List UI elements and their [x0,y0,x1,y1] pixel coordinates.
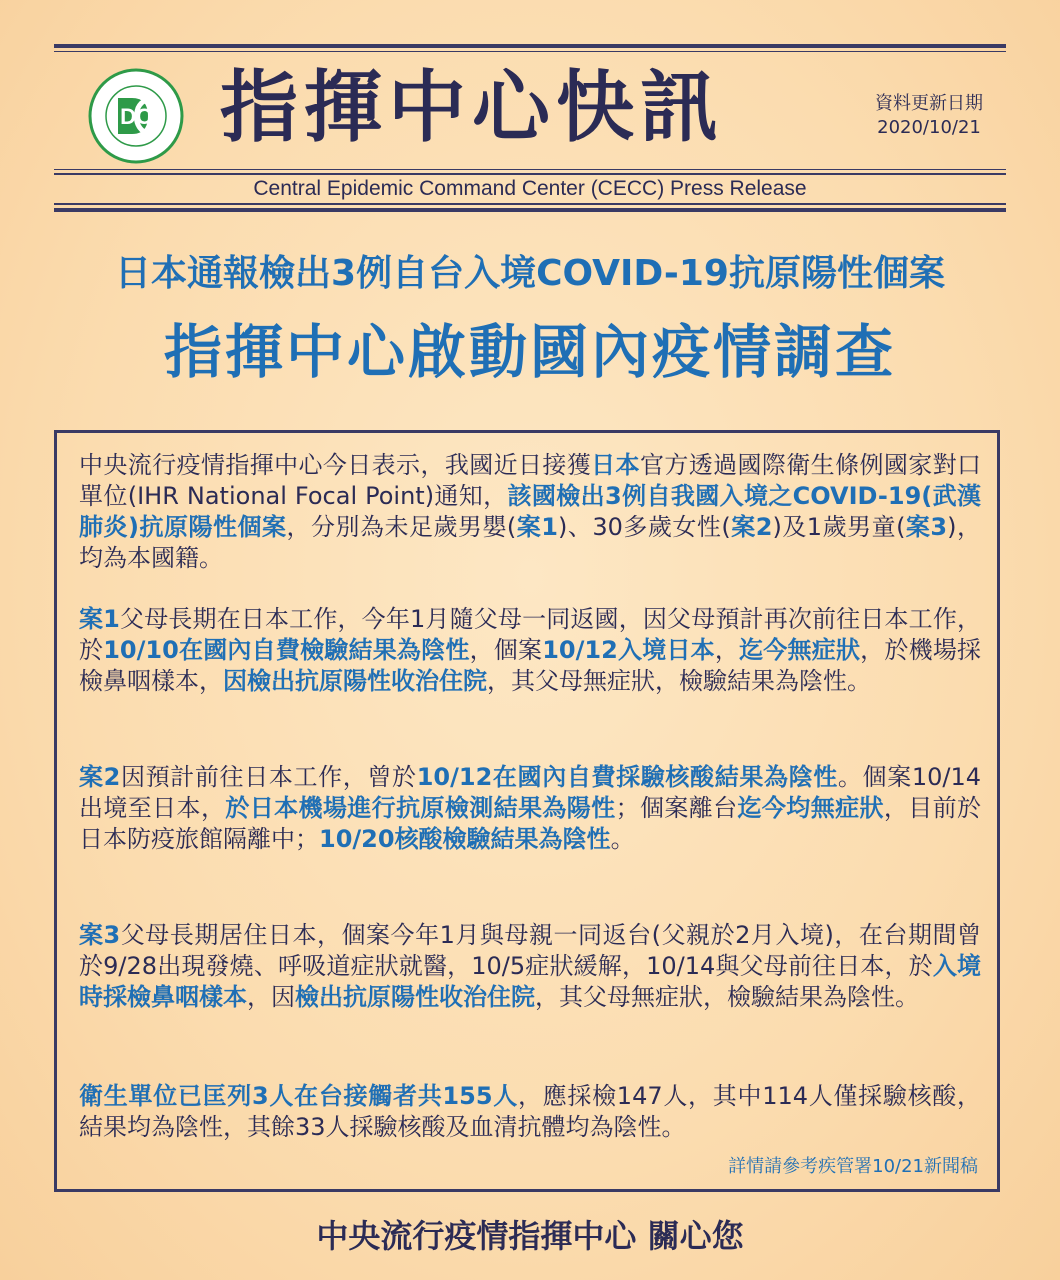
paragraph-case-3 [79,920,981,1013]
body-text: ，其父母無症狀，檢驗結果為陰性。 [487,667,871,695]
paragraph-contacts [79,1081,981,1143]
body-text: 因預計前往日本工作，曾於 [120,763,417,791]
english-subtitle: Central Epidemic Command Center (CECC) Press Release [253,177,807,200]
body-text: 。 [610,825,635,853]
paragraph-case-1 [79,604,981,697]
update-date-label: 資料更新日期 [875,93,983,114]
header-rule-mid-thin [54,169,1006,170]
highlight-text: 10/12入境日本 [542,636,715,664]
body-text: ，因 [247,983,295,1011]
body-text: ，目前於日本防疫旅館隔離中； [79,794,982,853]
highlight-text: 案2 [730,513,773,541]
paragraph-case-2 [79,762,981,855]
body-text: )及1歲男童( [772,513,906,541]
header-rule-top [54,44,1006,48]
svg-text:DC: DC [120,104,152,129]
highlight-text: 案1 [79,605,120,633]
cdc-logo-icon [88,68,184,164]
highlight-text: 案3 [905,513,948,541]
highlight-text: 案1 [516,513,558,541]
paragraph-intro [79,450,981,574]
update-date [856,92,1002,140]
body-text: ，分別為未足歲男嬰( [286,513,517,541]
header-rule-bottom [54,203,1006,205]
headline-line-1: 日本通報檢出3例自台入境COVID-19抗原陽性個案 [115,253,945,294]
body-text: 父母長期居住日本，個案今年1月與母親一同返台(父親於2月入境)，在台期間曾於9/28出現發燒、呼吸道症狀就醫，10/5症狀緩解，10/14與父母前往日本，於 [79,921,982,980]
highlight-text: 10/12在國內自費採驗核酸結果為陰性 [416,763,838,791]
body-text: 官方透過國際衛生條例國家對口單位(IHR National Focal Point)通知， [79,451,982,510]
highlight-text: 案2 [79,763,121,791]
update-date-value: 2020/10/21 [877,117,981,138]
highlight-text: 入境時採檢鼻咽樣本 [79,952,982,1011]
highlight-text: 檢出抗原陽性收治住院 [295,983,535,1011]
body-text: ，個案 [469,636,543,664]
highlight-text: 案3 [79,921,121,949]
header-rule-top-thin [54,51,1006,52]
highlight-text: 迄今均無症狀 [737,794,884,822]
highlight-text: 該國檢出3例自我國入境之COVID-19(武漢肺炎)抗原陽性個案 [79,482,981,541]
headline-line-2: 指揮中心啟動國內疫情調查 [163,318,896,386]
body-text: ；個案離台 [615,794,738,822]
highlight-text: 10/20核酸檢驗結果為陰性 [319,825,611,853]
page-title: 指揮中心快訊 [220,63,725,153]
highlight-text: 衛生單位已匡列3人在台接觸者共155人 [79,1082,518,1110]
highlight-text: 10/10在國內自費檢驗結果為陰性 [103,636,470,664]
highlight-text: 因檢出抗原陽性收治住院 [223,667,487,695]
body-text: ，應採檢147人，其中114人僅採驗核酸，結果均為陰性，其餘33人採驗核酸及血清抗體均為陰性。 [79,1082,982,1141]
body-text: )，均為本國籍。 [79,513,982,572]
highlight-text: 日本 [591,451,640,479]
body-text: 。個案10/14出境至日本， [79,763,981,822]
body-text: )、30多歲女性( [558,513,731,541]
highlight-text: 於日本機場進行抗原檢測結果為陽性 [225,794,616,822]
reference-note: 詳情請參考疾管署10/21新聞稿 [728,1156,978,1177]
header-rule-bottom-thick [54,208,1006,212]
body-text: ，其父母無症狀，檢驗結果為陰性。 [535,983,919,1011]
body-text: 父母長期在日本工作，今年1月隨父母一同返國，因父母預計再次前往日本工作，於 [79,605,981,664]
body-text: ，於機場採檢鼻咽樣本， [79,636,982,695]
footer-slogan: 中央流行疫情指揮中心 關心您 [316,1217,744,1255]
body-text: 中央流行疫情指揮中心今日表示，我國近日接獲 [79,451,592,479]
highlight-text: 迄今無症狀 [739,636,861,664]
body-text: ， [714,636,740,664]
